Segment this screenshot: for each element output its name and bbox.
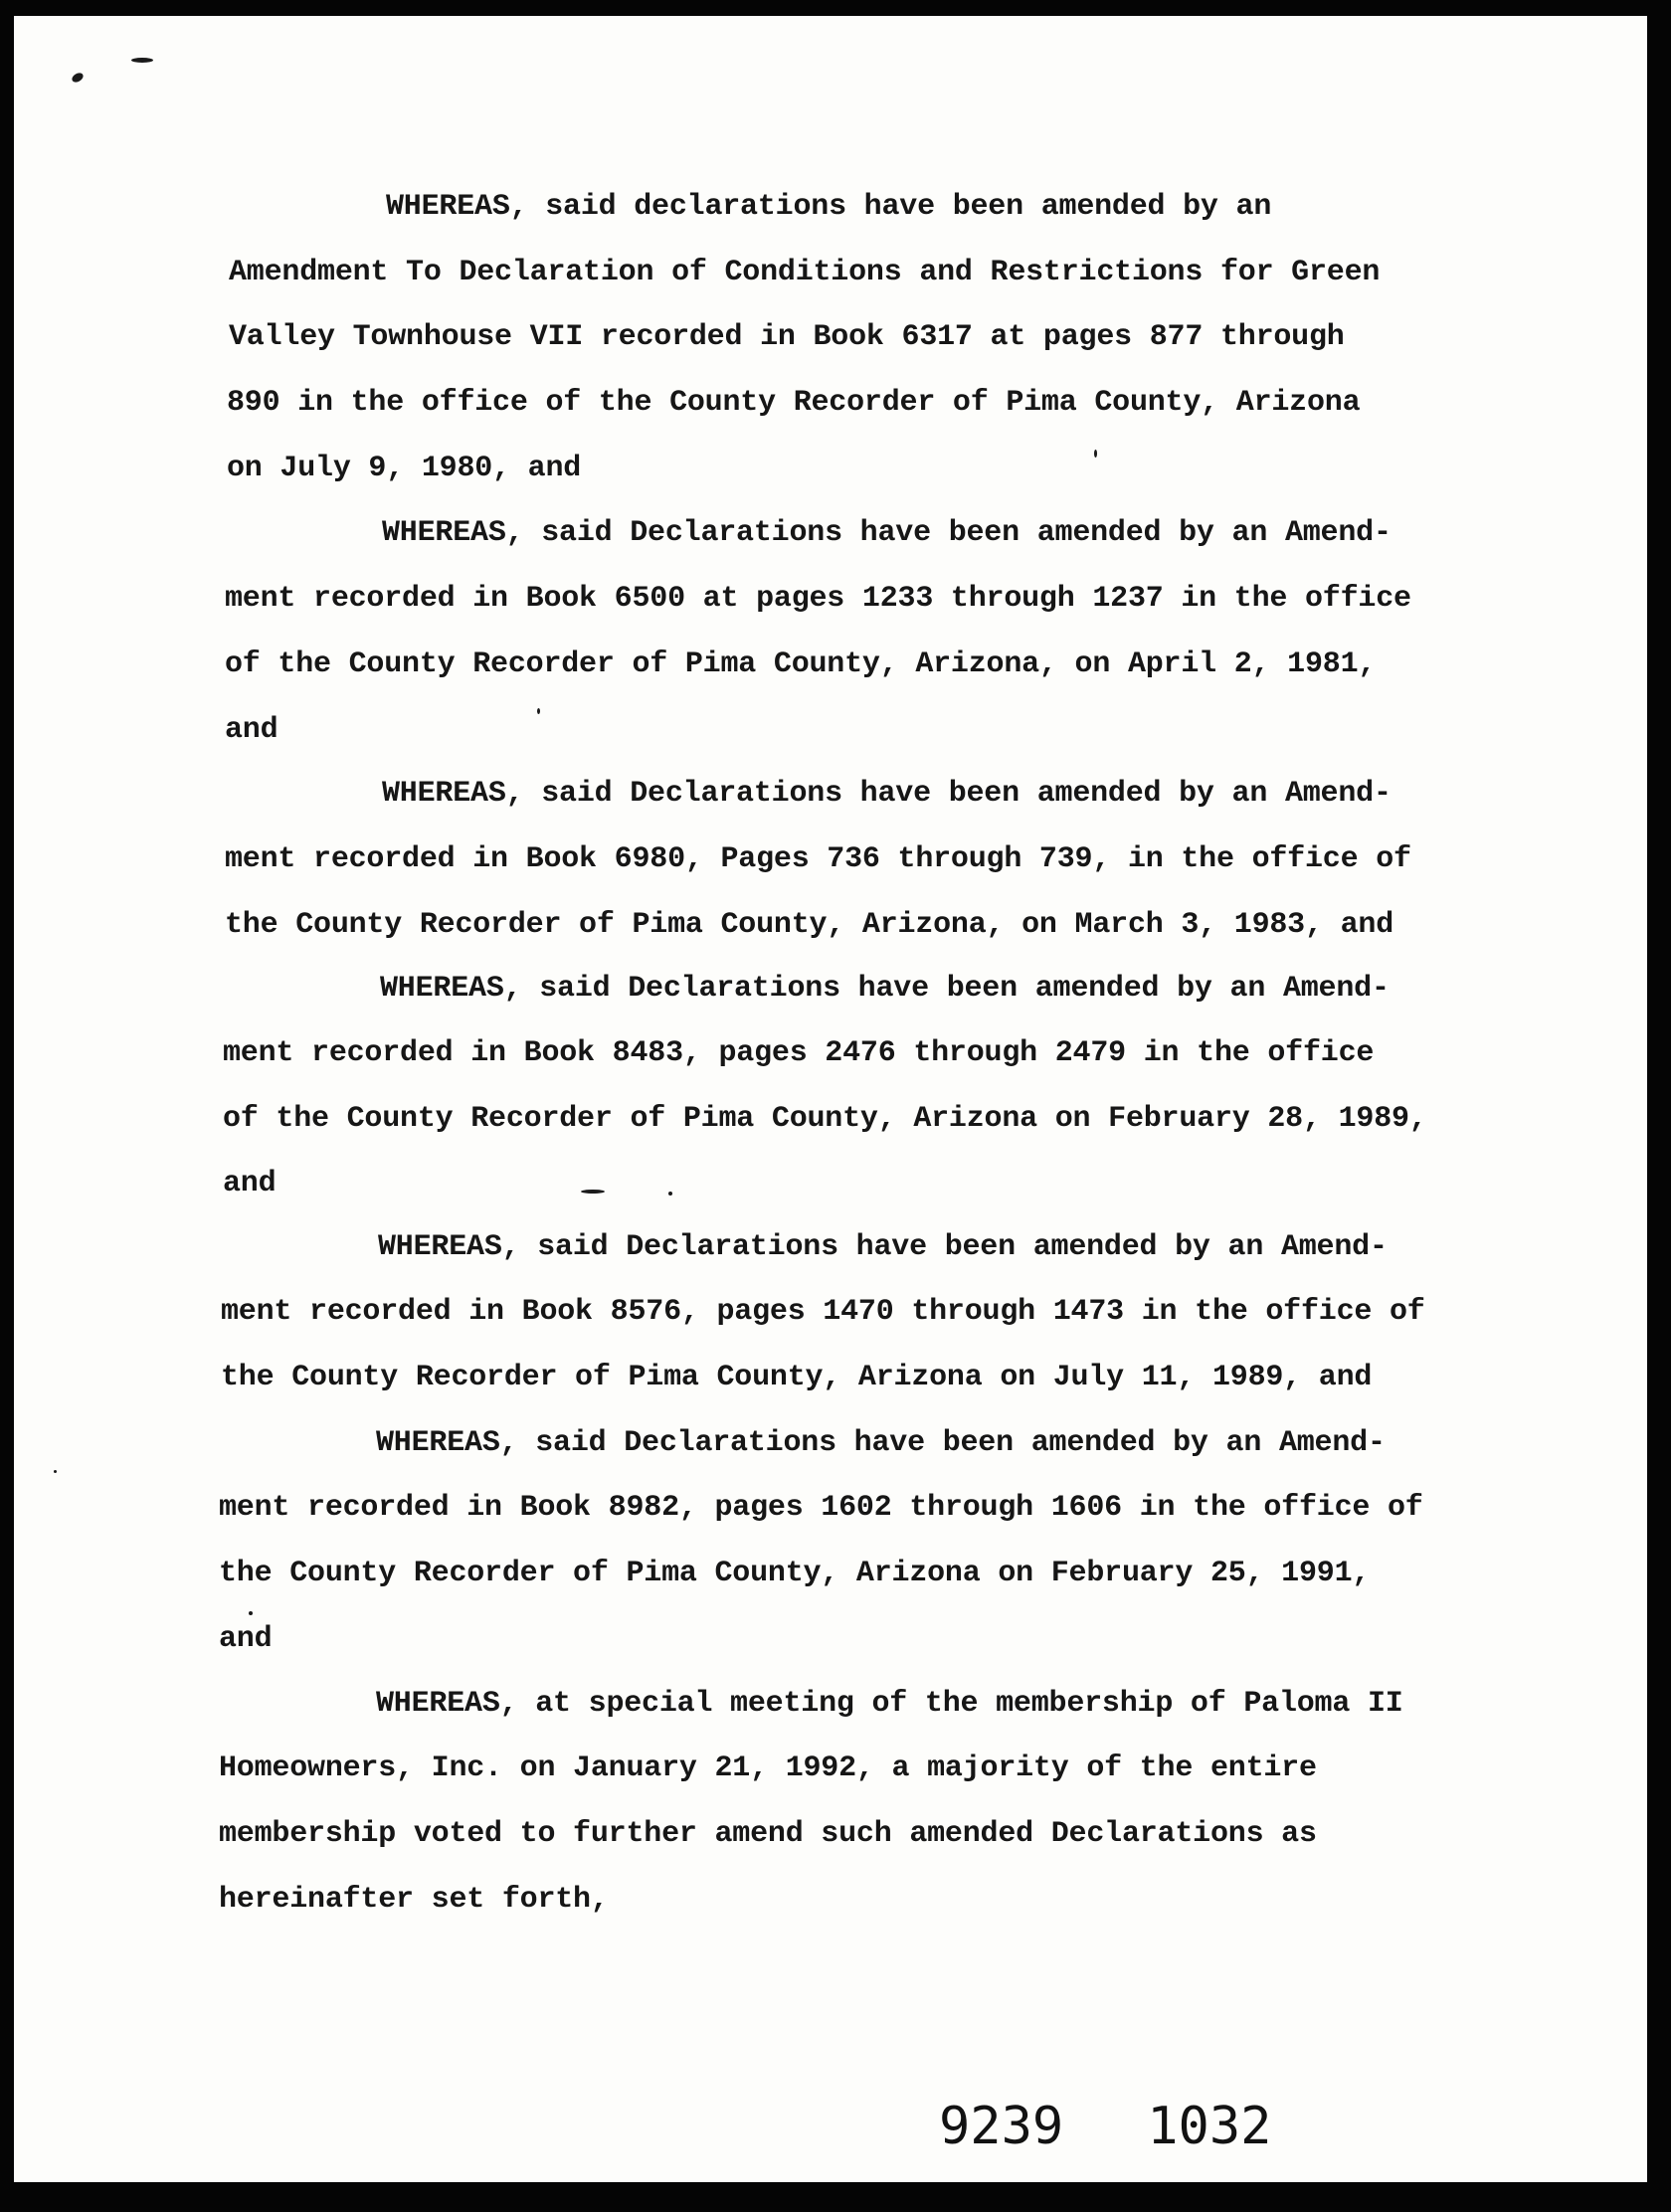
paragraph-2-line-3: of the County Recorder of Pima County, Arizona, on April 2, 1981, — [225, 647, 1377, 681]
paragraph-4-line-2: ment recorded in Book 8483, pages 2476 through 2479 in the office — [223, 1036, 1375, 1070]
paragraph-3-line-3: the County Recorder of Pima County, Arizona, on March 3, 1983, and — [225, 908, 1393, 942]
paragraph-1-line-2: Amendment To Declaration of Conditions and Restrictions for Green — [229, 256, 1381, 289]
paragraph-2-line-1: WHEREAS, said Declarations have been amended by an Amend- — [382, 516, 1392, 550]
paragraph-5-line-3: the County Recorder of Pima County, Arizona on July 11, 1989, and — [221, 1361, 1373, 1394]
scan-speck — [249, 1611, 253, 1615]
paragraph-5-line-2: ment recorded in Book 8576, pages 1470 through 1473 in the office of — [221, 1295, 1425, 1329]
scan-speck — [1094, 450, 1097, 458]
paragraph-7-line-2: Homeowners, Inc. on January 21, 1992, a majority of the entire — [219, 1751, 1317, 1785]
paragraph-6-line-1: WHEREAS, said Declarations have been amended by an Amend- — [376, 1426, 1386, 1460]
paragraph-6-line-3: the County Recorder of Pima County, Arizona on February 25, 1991, — [219, 1557, 1371, 1590]
recording-numbers — [939, 2097, 1271, 2156]
paragraph-7-line-4: hereinafter set forth, — [219, 1883, 609, 1917]
scan-speck — [131, 58, 153, 63]
paragraph-4-line-4: and — [223, 1167, 277, 1200]
scan-speck — [668, 1192, 672, 1196]
paragraph-7-line-3: membership voted to further amend such amended Declarations as — [219, 1817, 1317, 1851]
document-sheet — [14, 16, 1647, 2182]
paragraph-5-line-1: WHEREAS, said Declarations have been amended by an Amend- — [378, 1230, 1388, 1264]
paragraph-2-line-2: ment recorded in Book 6500 at pages 1233 through 1237 in the office — [225, 582, 1411, 616]
scan-speck — [71, 72, 85, 85]
paragraph-3-line-1: WHEREAS, said Declarations have been amended by an Amend- — [382, 777, 1392, 811]
scan-speck — [54, 1470, 57, 1473]
paragraph-1-line-1: WHEREAS, said declarations have been amended by an — [386, 190, 1272, 224]
paragraph-2-line-4: and — [225, 713, 278, 747]
paragraph-3-line-2: ment recorded in Book 6980, Pages 736 through 739, in the office of — [225, 842, 1411, 876]
paragraph-1-line-3: Valley Townhouse VII recorded in Book 6317 at pages 877 through — [229, 320, 1345, 354]
paragraph-4-line-1: WHEREAS, said Declarations have been amended by an Amend- — [380, 972, 1390, 1006]
paragraph-6-line-4: and — [219, 1622, 273, 1656]
paragraph-4-line-3: of the County Recorder of Pima County, Arizona on February 28, 1989, — [223, 1102, 1427, 1136]
page-number: 1032 — [1147, 2097, 1272, 2156]
scan-speck — [581, 1190, 605, 1194]
scan-speck — [537, 708, 540, 714]
paragraph-7-line-1: WHEREAS, at special meeting of the membership of Paloma II — [376, 1687, 1403, 1721]
paragraph-6-line-2: ment recorded in Book 8982, pages 1602 through 1606 in the office of — [219, 1491, 1423, 1525]
paragraph-1-line-5: on July 9, 1980, and — [227, 452, 582, 485]
book-number: 9239 — [939, 2097, 1064, 2156]
paragraph-1-line-4: 890 in the office of the County Recorder of Pima County, Arizona — [227, 386, 1361, 420]
